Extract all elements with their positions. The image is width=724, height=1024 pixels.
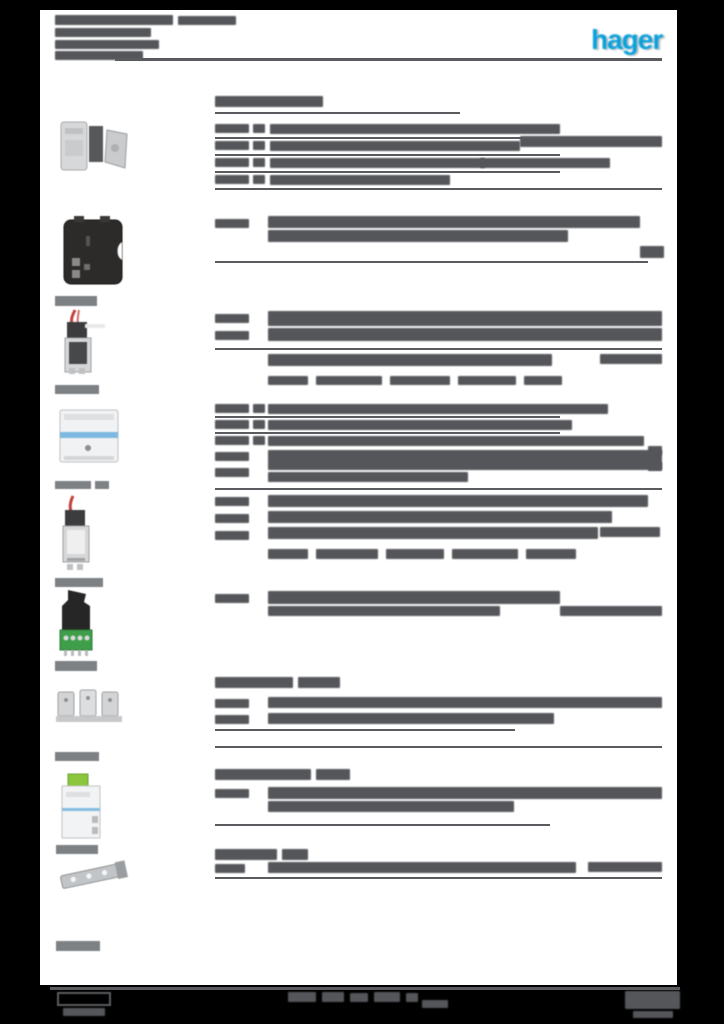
redacted-text-row-2 xyxy=(640,246,664,258)
redacted-text-row-3 xyxy=(600,354,662,364)
redacted-text-row-4 xyxy=(215,420,249,429)
redacted-text-row-1 xyxy=(270,175,450,185)
redacted-text-row-7 xyxy=(268,713,554,724)
wall-devices-image xyxy=(55,118,135,176)
din-module-image xyxy=(58,402,124,468)
redacted-text-row-5 xyxy=(452,549,518,559)
redacted-text-row-8 xyxy=(268,787,662,799)
photo-caption-row-3 xyxy=(55,385,99,394)
redacted-text-row-1 xyxy=(480,158,610,168)
redacted-text-row-4 xyxy=(648,446,662,455)
redacted-text-row-7 xyxy=(215,699,249,708)
redacted-text-row-1 xyxy=(215,141,249,150)
redacted-footer-text xyxy=(288,992,316,1002)
sensor-image xyxy=(55,308,107,378)
battery-module-image xyxy=(56,214,130,290)
redacted-document-title-line xyxy=(55,28,151,37)
redacted-document-title-line xyxy=(55,15,173,25)
photo-caption-row-2 xyxy=(55,296,97,306)
product-photo-connector-green-terminal xyxy=(56,588,96,658)
redacted-text-row-5 xyxy=(215,531,249,540)
redacted-text-row-9 xyxy=(588,862,662,872)
rail-clamps-image xyxy=(56,684,122,728)
photo-caption-row-8 xyxy=(56,845,98,854)
redacted-footer-text xyxy=(350,993,368,1002)
product-photo-din-rail-module-blue-stripe xyxy=(58,402,124,468)
redacted-text-row-3 xyxy=(215,331,249,340)
redacted-section-heading xyxy=(215,96,323,107)
redacted-footer-text xyxy=(422,1000,448,1008)
redacted-text-row-8 xyxy=(215,789,249,798)
redacted-text-row-9 xyxy=(268,862,576,873)
module-green-top-image xyxy=(58,772,106,842)
redacted-text-row-6 xyxy=(268,606,500,616)
redacted-text-row-5 xyxy=(600,527,660,537)
divider-row-2 xyxy=(215,261,648,263)
redacted-text-row-4 xyxy=(268,420,572,430)
redacted-text-row-5 xyxy=(268,511,612,523)
product-photo-two-gray-wall-devices xyxy=(55,118,135,176)
redacted-text-row-2 xyxy=(268,230,568,242)
redacted-footer-text xyxy=(406,993,418,1002)
redacted-text-row-4 xyxy=(253,404,265,413)
footer-divider xyxy=(50,987,680,990)
redacted-text-row-6 xyxy=(560,606,662,616)
redacted-text-row-8 xyxy=(316,769,350,780)
photo-caption-row-9 xyxy=(56,941,100,951)
redacted-text-row-4 xyxy=(268,472,468,482)
redacted-text-row-4 xyxy=(268,436,644,446)
redacted-footer-text xyxy=(374,992,400,1002)
redacted-text-row-5 xyxy=(268,549,308,559)
redacted-text-row-6 xyxy=(215,594,249,603)
redacted-text-row-1 xyxy=(253,124,265,133)
redacted-text-row-8 xyxy=(215,769,311,780)
divider-row-7 xyxy=(215,729,515,731)
photo-caption-row-4 xyxy=(95,481,109,489)
redacted-text-row-1 xyxy=(215,124,249,133)
redacted-text-row-1 xyxy=(215,175,249,184)
redacted-text-row-4 xyxy=(268,404,608,414)
divider-row-1 xyxy=(215,188,662,190)
redacted-text-row-4 xyxy=(253,436,265,445)
redacted-text-row-3 xyxy=(268,311,662,326)
sensor2-image xyxy=(55,494,105,574)
product-photo-black-battery-module xyxy=(56,214,130,290)
redacted-text-row-4 xyxy=(648,462,662,471)
redacted-text-row-4 xyxy=(215,452,249,461)
photo-caption-row-5 xyxy=(55,578,103,587)
redacted-text-row-4 xyxy=(268,450,662,470)
divider-row-9 xyxy=(215,877,662,879)
redacted-text-row-3 xyxy=(268,328,662,341)
divider-row-4 xyxy=(215,416,560,418)
redacted-footer-text xyxy=(633,1011,673,1018)
redacted-text-row-9 xyxy=(282,849,308,860)
redacted-text-row-2 xyxy=(215,219,249,228)
product-photo-metal-mounting-bracket xyxy=(55,853,133,899)
redacted-text-row-3 xyxy=(524,376,562,385)
divider-row-1 xyxy=(215,171,560,173)
redacted-text-row-1 xyxy=(253,158,265,167)
redacted-text-row-9 xyxy=(215,849,277,860)
redacted-text-row-3 xyxy=(268,354,552,366)
divider-row-3 xyxy=(215,348,662,350)
redacted-text-row-5 xyxy=(526,549,576,559)
redacted-text-row-1 xyxy=(253,175,265,184)
redacted-text-row-4 xyxy=(215,436,249,445)
footer-page-number-box xyxy=(57,992,111,1006)
photo-caption-row-4 xyxy=(55,481,91,489)
product-photo-sensor-with-red-wire xyxy=(55,494,105,574)
redacted-text-row-5 xyxy=(215,514,249,523)
divider-row-4 xyxy=(215,432,560,434)
product-photo-white-module-green-top xyxy=(58,772,106,842)
redacted-text-row-3 xyxy=(390,376,450,385)
redacted-text-row-6 xyxy=(268,591,560,604)
redacted-text-row-8 xyxy=(268,801,514,812)
green-terminal-image xyxy=(56,588,96,658)
redacted-text-row-3 xyxy=(268,376,308,385)
redacted-text-row-4 xyxy=(253,420,265,429)
redacted-text-row-9 xyxy=(215,864,245,873)
redacted-text-row-2 xyxy=(268,216,640,228)
redacted-footer-text xyxy=(625,991,680,1009)
redacted-text-row-5 xyxy=(316,549,378,559)
redacted-text-row-1 xyxy=(270,141,520,151)
product-photo-metal-din-rail-clamps xyxy=(56,684,122,728)
redacted-text-row-3 xyxy=(215,314,249,323)
bracket-image xyxy=(55,853,133,899)
header-divider xyxy=(115,58,662,61)
redacted-footer-text xyxy=(63,1008,105,1016)
redacted-text-row-5 xyxy=(268,527,598,539)
photo-caption-row-6 xyxy=(55,661,97,671)
redacted-text-row-3 xyxy=(458,376,516,385)
divider-row-1 xyxy=(215,137,560,139)
section-divider xyxy=(215,112,460,114)
redacted-text-row-1 xyxy=(270,124,560,134)
redacted-text-row-5 xyxy=(386,549,444,559)
photo-caption-row-7 xyxy=(55,752,99,761)
redacted-text-row-7 xyxy=(215,677,293,688)
redacted-text-row-7 xyxy=(215,715,249,724)
redacted-text-row-7 xyxy=(268,697,662,708)
divider-row-1 xyxy=(215,154,560,156)
divider-row-4 xyxy=(215,488,662,490)
redacted-document-title-line xyxy=(55,40,159,49)
redacted-text-row-5 xyxy=(268,495,648,507)
redacted-text-row-3 xyxy=(316,376,382,385)
product-photo-sensor-with-red-wires xyxy=(55,308,107,378)
redacted-footer-text xyxy=(322,992,344,1002)
redacted-text-row-7 xyxy=(298,677,340,688)
redacted-document-title-line xyxy=(178,16,236,25)
redacted-text-row-4 xyxy=(215,468,249,477)
hager-logo: hager xyxy=(591,24,663,55)
redacted-text-row-4 xyxy=(215,404,249,413)
redacted-text-row-1 xyxy=(270,158,485,168)
redacted-text-row-1 xyxy=(253,141,265,150)
divider-row-7 xyxy=(215,746,662,748)
redacted-text-row-1 xyxy=(215,158,249,167)
divider-row-8 xyxy=(215,824,550,826)
redacted-text-row-5 xyxy=(215,497,249,506)
